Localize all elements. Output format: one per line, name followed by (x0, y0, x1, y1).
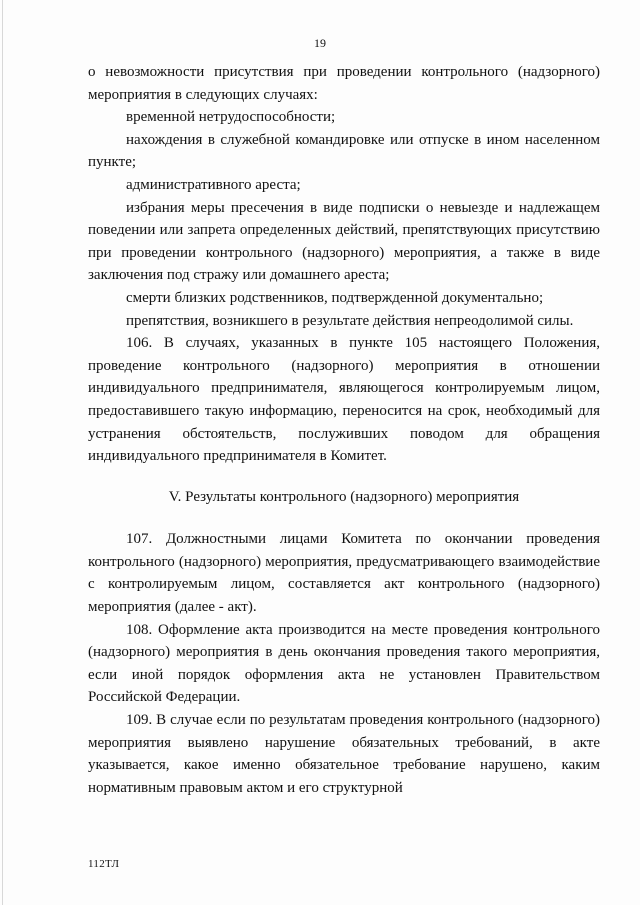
paragraph-106: 106. В случаях, указанных в пункте 105 настоящего Положения, проведение контрольного (надзорного) мероприятия в отношении индивидуального предпринимателя, являющегося контролируемым лицом, предоставившего такую информацию, переносится на срок, необходимый для устранения обстоятельств, послуживших поводом для обращения индивидуального предпринимателя в Комитет. (88, 335, 600, 465)
paragraph: нахождения в служебной командировке или отпуске в ином населенном пункте; (88, 131, 600, 171)
paragraph-107: 107. Должностными лицами Комитета по окончании проведения контрольного (надзорного) мероприятия, предусматривающего взаимодействие с контролируемым лицом, составляется акт контрольного (надзорного) мероприятия (далее - акт). (88, 531, 600, 616)
paragraph: избрания меры пресечения в виде подписки о невыезде и надлежащем поведении или запрета определенных действий, препятствующих присутствию при проведении контрольного (надзорного) мероприятия, а также в виде заключения под стражу или домашнего ареста; (88, 199, 600, 284)
footer-code: 112ТЛ (88, 858, 120, 870)
paragraph: временной нетрудоспособности; (126, 109, 336, 126)
paragraph: препятствия, возникшего в результате действия непреодолимой силы. (126, 312, 574, 329)
paragraph: смерти близких родственников, подтвержденной документально; (126, 289, 544, 306)
scan-edge (2, 0, 3, 905)
paragraph: административного ареста; (126, 176, 301, 193)
paragraphs-bottom (88, 528, 600, 799)
document-body (88, 61, 600, 799)
section-heading: V. Результаты контрольного (надзорного) мероприятия (168, 488, 520, 505)
paragraph: о невозможности присутствия при проведении контрольного (надзорного) мероприятия в следующих случаях: (88, 64, 600, 103)
paragraphs-top (88, 61, 600, 468)
paragraph-108: 108. Оформление акта производится на месте проведения контрольного (надзорного) мероприятия в день окончания проведения такого мероприятия, если иной порядок оформления акта не установлен Правительством Российской Федерации. (88, 621, 600, 706)
page-number: 19 (314, 36, 326, 50)
paragraph-109: 109. В случае если по результатам проведения контрольного (надзорного) мероприятия выявлено нарушение обязательных требований, в акте указывается, какое именно обязательное требование нарушено, каким нормативным правовым актом и его структурной (88, 712, 600, 796)
